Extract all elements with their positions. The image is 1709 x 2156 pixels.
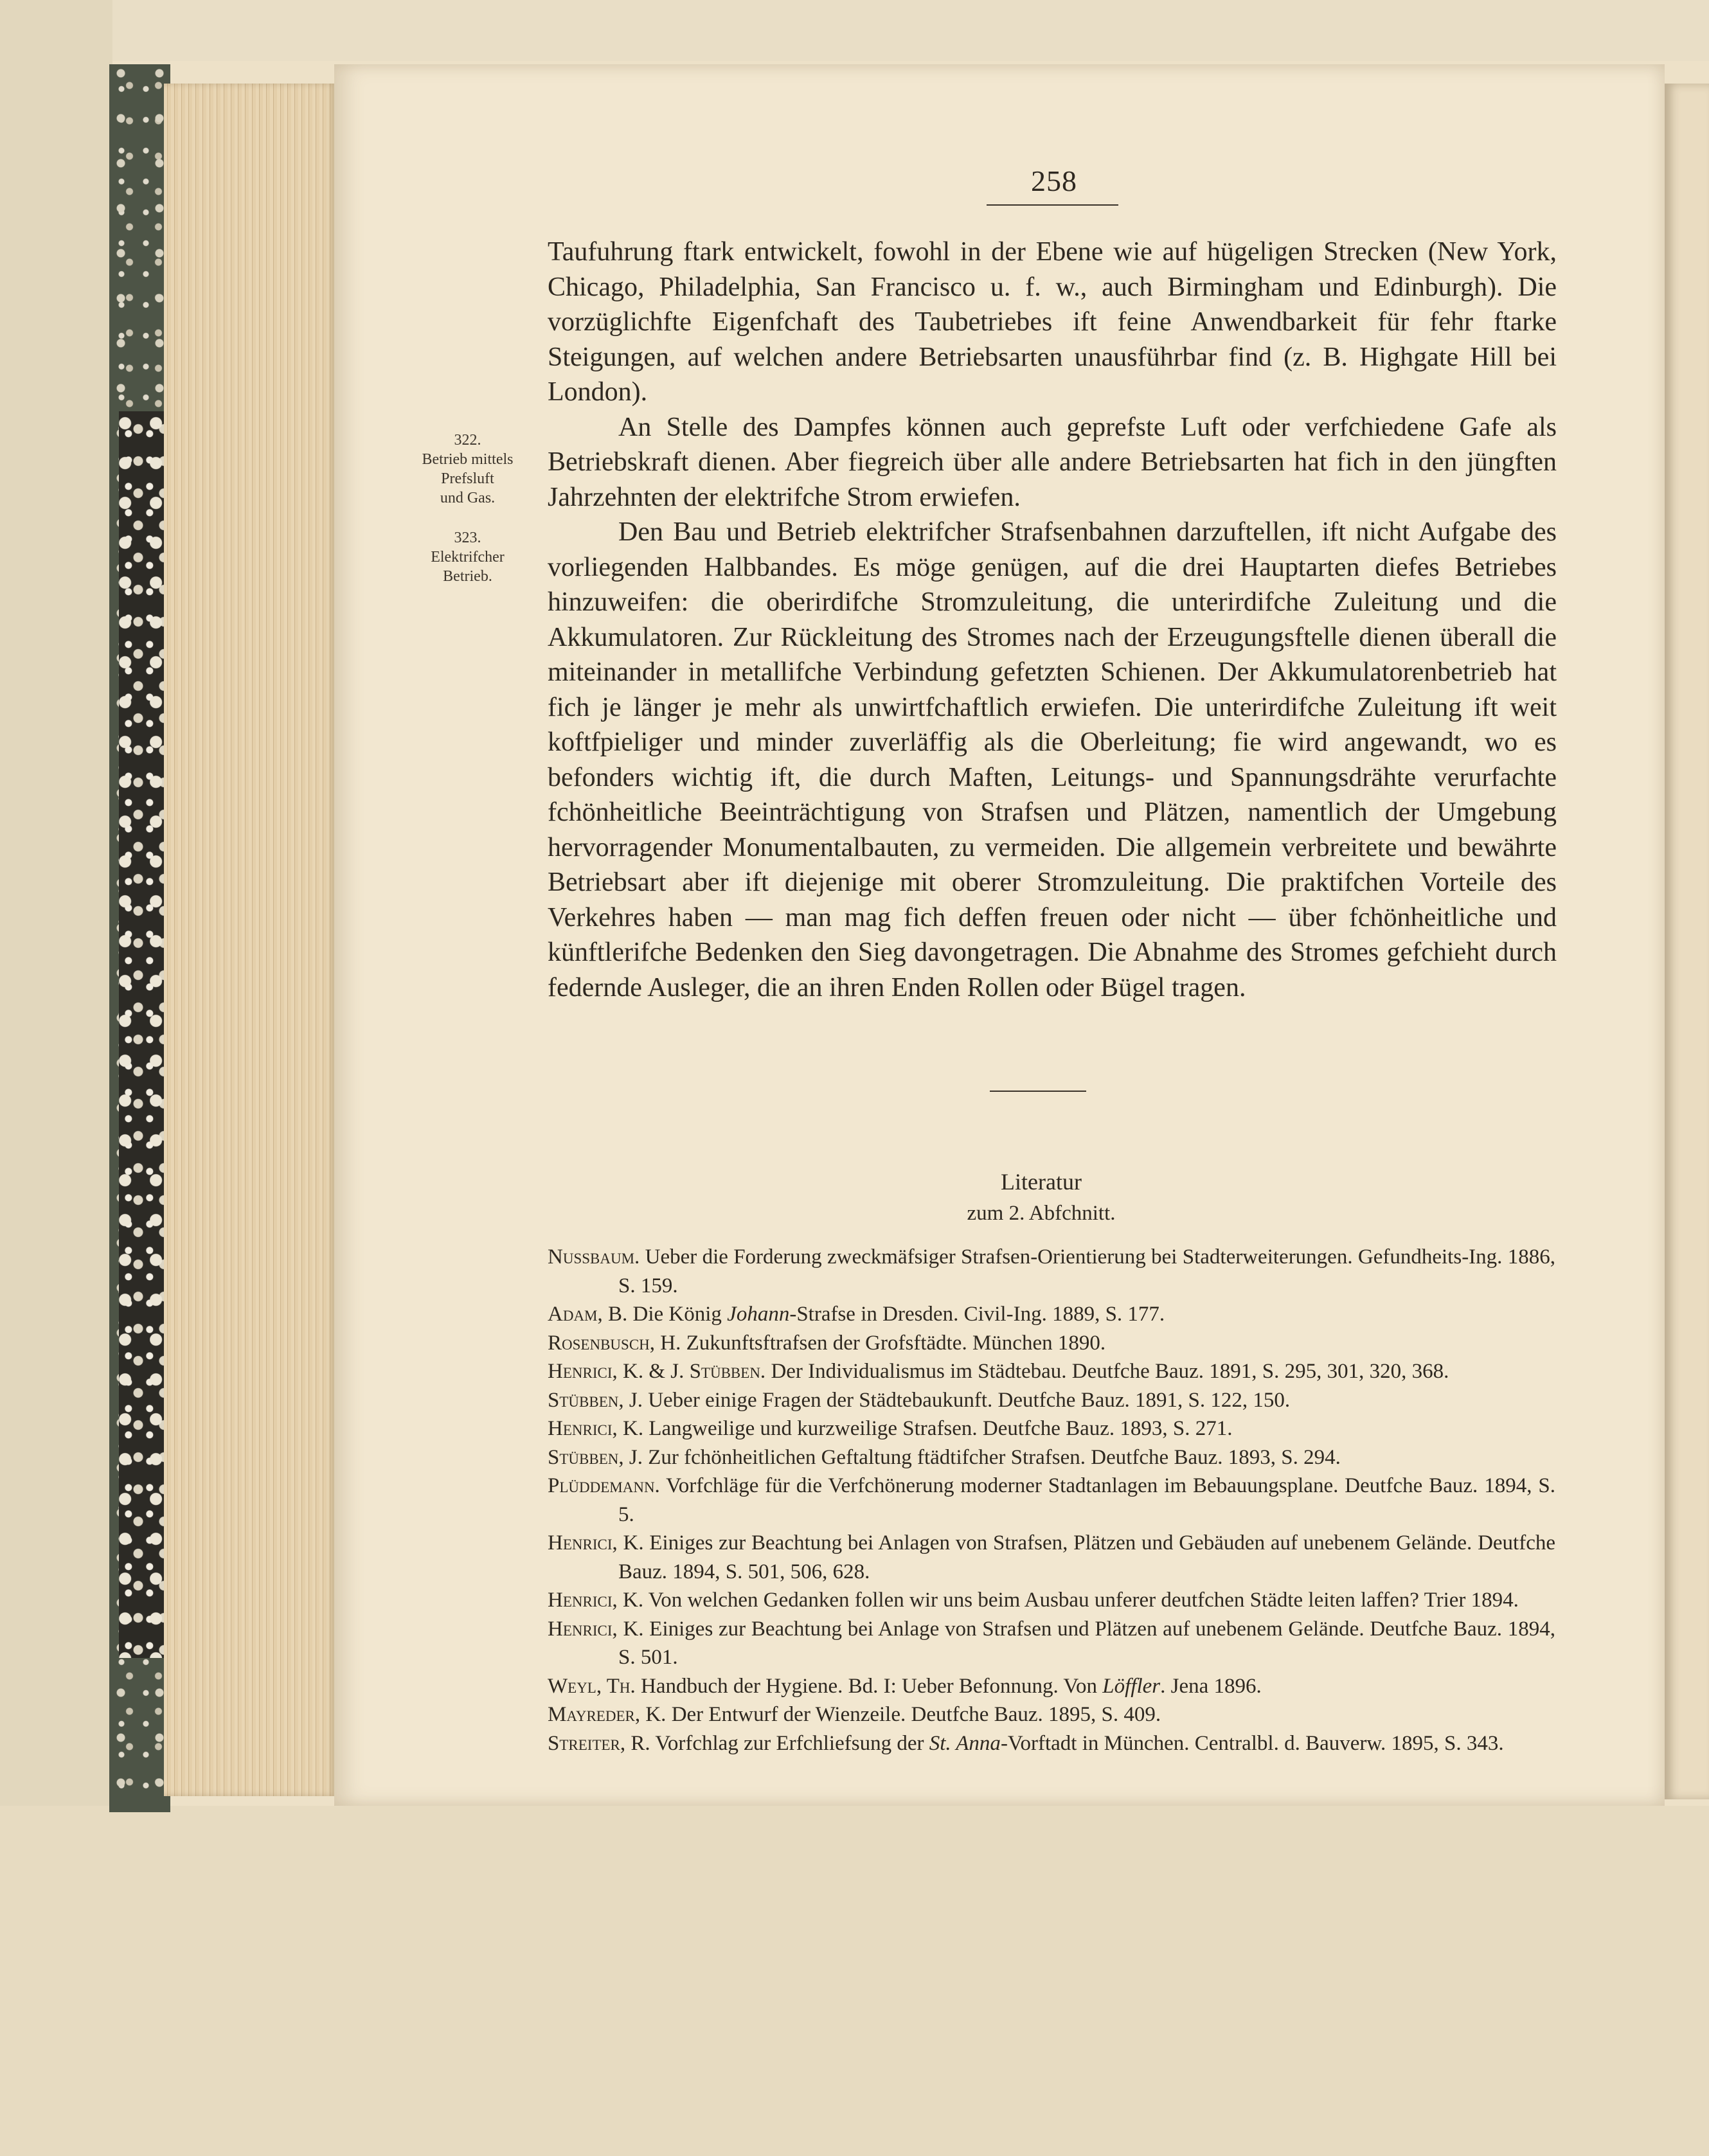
literature-text: -Vorftadt in München. Centralbl. d. Bauverw. 1895, S. 343. — [1000, 1731, 1504, 1755]
margin-note-number: 323. — [454, 530, 481, 546]
literature-entry — [548, 1357, 1555, 1386]
literature-author: Henrici, K. — [548, 1617, 644, 1641]
literature-entry — [548, 1443, 1555, 1472]
page-number: 258 — [1031, 165, 1077, 197]
margin-note-line: Elektrifcher — [431, 549, 505, 566]
literature-text: Ueber einige Fragen der Städtebaukunft. Deutfche Bauz. 1891, S. 122, 150. — [648, 1388, 1291, 1412]
literature-italic: Johann — [727, 1303, 790, 1326]
section-divider — [990, 1091, 1086, 1092]
literature-text: . Jena 1896. — [1160, 1674, 1262, 1698]
literature-entry — [548, 1586, 1555, 1615]
literature-entry — [548, 1529, 1555, 1586]
literature-author: Stübben, J. — [548, 1388, 643, 1412]
marbled-cover — [119, 411, 164, 1658]
literature-text: Ueber die Forderung zweckmäfsiger Strafsen-Orientierung bei Stadterweiterungen. Gefundheits-Ing. 1886, S. 159. — [618, 1245, 1555, 1297]
literature-entry — [548, 1472, 1555, 1529]
literature-text: Vorfchlag zur Erfchliefsung der — [655, 1731, 929, 1755]
literature-author: Henrici, K. — [548, 1417, 644, 1440]
literature-author: Henrici, K. — [548, 1589, 644, 1612]
literature-italic: Löffler — [1102, 1674, 1161, 1698]
literature-entry — [548, 1329, 1555, 1358]
background-bottom — [0, 1806, 1709, 2156]
literature-entry — [548, 1300, 1555, 1329]
literature-author: Henrici, K. & J. Stübben. — [548, 1360, 766, 1383]
margin-note-322 — [411, 431, 524, 508]
margin-note-line: und Gas. — [440, 490, 496, 506]
literature-text: Zukunftsftrafsen der Grofsftädte. München 1890. — [686, 1331, 1106, 1355]
literature-author: Rosenbusch, H. — [548, 1331, 681, 1355]
literature-text: Der Entwurf der Wienzeile. Deutfche Bauz. 1895, S. 409. — [671, 1703, 1161, 1726]
literature-text: Langweilige und kurzweilige Strafsen. Deutfche Bauz. 1893, S. 271. — [649, 1417, 1233, 1440]
background-top — [0, 0, 1709, 61]
body-paragraph: Taufuhrung ftark entwickelt, fowohl in der Ebene wie auf hügeligen Strecken (New York, Chicago, Philadelphia, San Francisco u. f. w., auch Birmingham und Edinburgh). Die vorzüglichfte Eigenfchaft des Taubetriebes ift feine Anwendbarkeit für fehr ftarke Steigungen, auf welchen andere Betriebsarten unausführbar find (z. B. Highgate Hill bei London). — [548, 237, 1557, 407]
literature-entry — [548, 1414, 1555, 1443]
margin-note-line: Betrieb. — [443, 568, 492, 585]
literature-list — [548, 1243, 1555, 1758]
literature-author: Adam, B. — [548, 1303, 628, 1326]
literature-author: Plüddemann. — [548, 1474, 660, 1497]
literature-text: Vorfchläge für die Verfchönerung moderner Stadtanlagen im Bebauungsplane. Deutfche Bauz. 1894, S. 5. — [618, 1474, 1555, 1526]
literature-italic: St. Anna — [929, 1731, 1001, 1755]
literature-text: -Strafse in Dresden. Civil-Ing. 1889, S. 177. — [789, 1303, 1165, 1326]
literature-text: Von welchen Gedanken follen wir uns beim Ausbau unferer deutfchen Städte leiten laffen? Trier 1894. — [648, 1589, 1519, 1612]
literature-text: Einiges zur Beachtung bei Anlagen von Strafsen, Plätzen und Gebäuden auf unebenem Gelände. Deutfche Bauz. 1894, S. 501, 506, 628. — [618, 1531, 1555, 1583]
literature-text: Handbuch der Hygiene. Bd. I: Ueber Befonnung. Von — [641, 1674, 1103, 1698]
margin-note-323 — [411, 528, 524, 586]
margin-note-number: 322. — [454, 432, 481, 449]
margin-note-line: Prefsluft — [441, 470, 494, 487]
literature-entry — [548, 1729, 1555, 1758]
literature-subheading: zum 2. Abfchnitt. — [967, 1202, 1116, 1225]
literature-author: Weyl, Th. — [548, 1674, 636, 1698]
body-paragraph: An Stelle des Dampfes können auch geprefste Luft oder verfchiedene Gafe als Betriebskraft dienen. Aber fiegreich über alle andere Betriebsarten hat fich in den jüngften Jahrzehnten der elektrifche Strom erwiefen. — [548, 412, 1557, 512]
literature-entry — [548, 1615, 1555, 1672]
literature-entry — [548, 1243, 1555, 1300]
literature-entry — [548, 1386, 1555, 1415]
literature-author: Mayreder, K. — [548, 1703, 667, 1726]
literature-text: Zur fchönheitlichen Geftaltung ftädtifcher Strafsen. Deutfche Bauz. 1893, S. 294. — [648, 1445, 1341, 1469]
literature-author: Streiter, R. — [548, 1731, 650, 1755]
facing-page-edge — [1665, 84, 1709, 1799]
page-edges — [164, 84, 337, 1796]
literature-author: Nussbaum. — [548, 1245, 640, 1269]
margin-note-line: Betrieb mittels — [422, 451, 514, 468]
literature-author: Stübben, J. — [548, 1445, 643, 1469]
literature-entry — [548, 1700, 1555, 1729]
literature-text: Der Individualismus im Städtebau. Deutfche Bauz. 1891, S. 295, 301, 320, 368. — [771, 1360, 1449, 1383]
literature-author: Henrici, K. — [548, 1531, 644, 1555]
literature-text: Einiges zur Beachtung bei Anlage von Strafsen und Plätzen auf unebenem Gelände. Deutfche Bauz. 1894, S. 501. — [618, 1617, 1556, 1669]
body-text — [548, 235, 1557, 1005]
literature-text: Die König — [632, 1303, 728, 1326]
body-paragraph: Den Bau und Betrieb elektrifcher Strafsenbahnen darzuftellen, ift nicht Aufgabe des vorliegenden Halbbandes. Es möge genügen, auf die drei Hauptarten diefes Betriebes hinzuweifen: die oberirdifche Stromzuleitung, die unterirdifche Zuleitung und die Akkumulatoren. Zur Rückleitung des Stromes nach der Erzeugungsftelle dienen überall die miteinander in metallifche Verbindung gefetzten Schienen. Der Akkumulatorenbetrieb hat fich je länger je mehr als unwirtfchaftlich erwiefen. Die unterirdifche Zuleitung ift weit koftfpieliger und minder zuverläffig als die Oberleitung; fie wird angewandt, wo es befonders wichtig ift, die durch Maften, Leitungs- und Spannungsdrähte verurfachte fchönheitliche Beeinträchtigung von Strafsen und Plätzen, namentlich der Umgebung hervorragender Monumentalbauten, zu vermeiden. Die allgemein verbreitete und bewährte Betriebsart aber ift diejenige mit oberer Stromzuleitung. Die praktifchen Vorteile des Verkehres haben — man mag fich deffen freuen oder nicht — über fchönheitliche und künftlerifche Bedenken den Sieg davongetragen. Die Abnahme des Stromes gefchieht durch federnde Ausleger, die an ihren Enden Rollen oder Bügel tragen. — [548, 517, 1557, 1002]
literature-entry — [548, 1672, 1555, 1701]
page-number-rule — [987, 204, 1118, 206]
literature-heading: Literatur — [1001, 1169, 1082, 1195]
